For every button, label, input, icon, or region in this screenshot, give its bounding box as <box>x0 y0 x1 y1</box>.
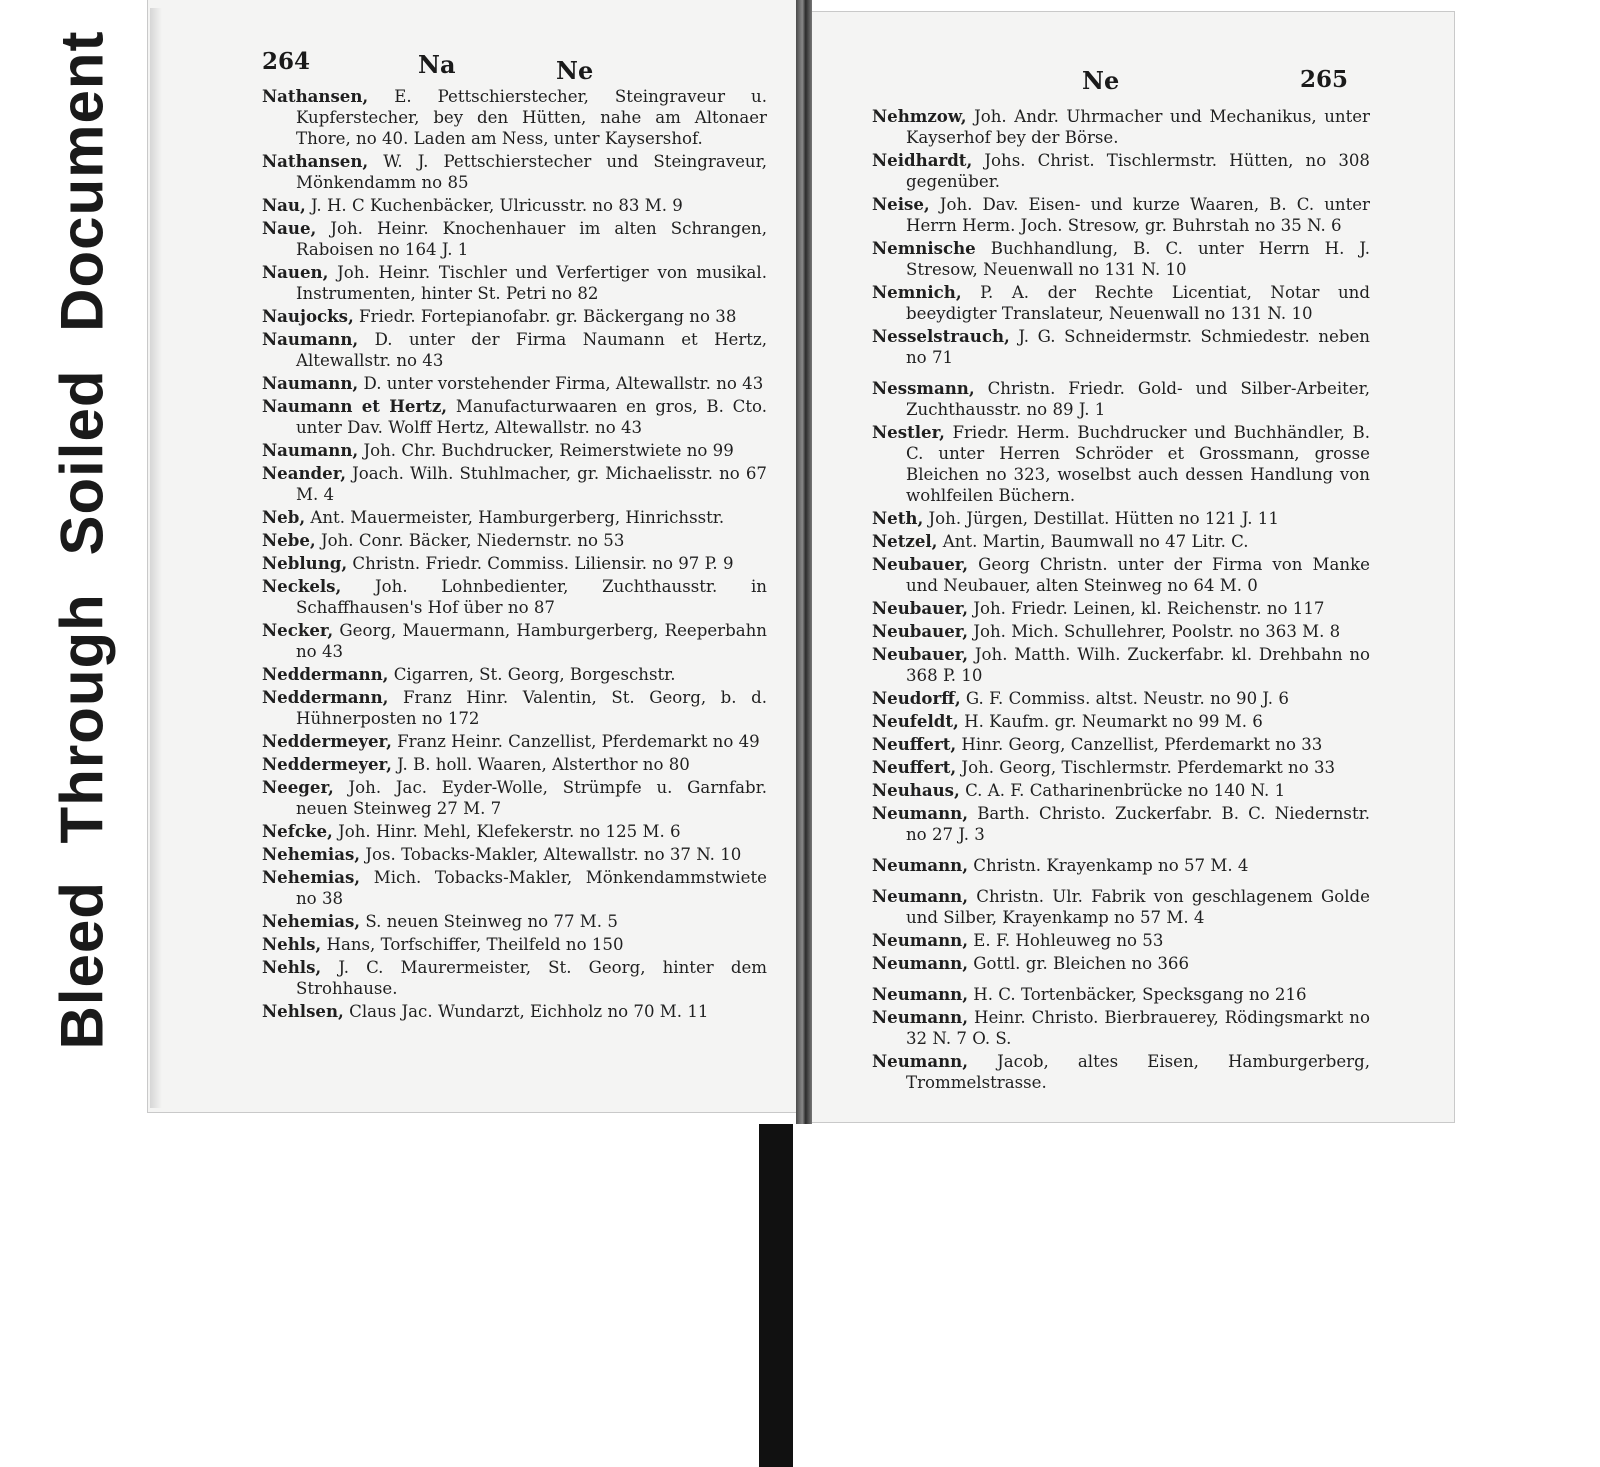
directory-entry <box>872 1007 1370 1049</box>
directory-entry <box>262 576 767 618</box>
entry-name: Nesselstrauch, <box>872 326 1010 346</box>
entry-name: Neuffert, <box>872 734 957 754</box>
directory-entry <box>872 621 1370 642</box>
entry-name: Neth, <box>872 508 924 528</box>
entry-name: Neuffert, <box>872 757 957 777</box>
left-header-first: Na <box>418 50 456 79</box>
directory-entry <box>262 687 767 729</box>
entry-name: Nathansen, <box>262 86 369 106</box>
directory-entry <box>262 664 767 685</box>
entry-details: Joh. Mich. Schullehrer, Poolstr. no 363 M. 8 <box>968 622 1341 641</box>
entry-details: J. G. Schneidermstr. Schmiedestr. neben no 71 <box>906 327 1370 367</box>
entry-details: S. neuen Steinweg no 77 M. 5 <box>360 912 618 931</box>
directory-entry <box>872 326 1370 368</box>
entry-name: Nessmann, <box>872 378 975 398</box>
entry-name: Neumann, <box>872 984 969 1004</box>
entry-details: J. H. C Kuchenbäcker, Ulricusstr. no 83 M. 9 <box>305 196 683 215</box>
entry-details: C. A. F. Catharinenbrücke no 140 N. 1 <box>959 781 1286 800</box>
entry-name: Nestler, <box>872 422 945 442</box>
directory-entry <box>262 507 767 528</box>
directory-entry <box>262 731 767 752</box>
entry-name: Nehemias, <box>262 844 361 864</box>
entry-details: Cigarren, St. Georg, Borgeschstr. <box>388 665 676 684</box>
entry-name: Nehlsen, <box>262 1001 344 1021</box>
directory-entry <box>262 911 767 932</box>
entry-name: Naue, <box>262 218 317 238</box>
right-page-number: 265 <box>1300 66 1349 93</box>
entry-details: Jos. Tobacks-Makler, Altewallstr. no 37 N. 10 <box>360 845 742 864</box>
condition-stamp-label: Bleed Through Soiled Document <box>48 30 116 1050</box>
directory-entry <box>262 844 767 865</box>
directory-entry <box>262 396 767 438</box>
entry-details: Franz Heinr. Canzellist, Pferdemarkt no 49 <box>391 732 760 751</box>
entry-name: Nau, <box>262 195 306 215</box>
entry-details: Friedr. Fortepianofabr. gr. Bäckergang no 38 <box>353 307 737 326</box>
entry-details: Joh. Heinr. Knochenhauer im alten Schrangen, Raboisen no 164 J. 1 <box>296 219 767 259</box>
directory-entry <box>262 553 767 574</box>
entry-details: Joh. Jac. Eyder-Wolle, Strümpfe u. Garnfabr. neuen Steinweg 27 M. 7 <box>296 778 767 818</box>
entry-details: D. unter der Firma Naumann et Hertz, Altewallstr. no 43 <box>296 330 767 370</box>
entry-name: Neumann, <box>872 886 969 906</box>
entry-details: Joh. Heinr. Tischler und Verfertiger von musikal. Instrumenten, hinter St. Petri no 82 <box>296 263 767 303</box>
bottom-binding-tab <box>759 1124 793 1467</box>
left-page-number: 264 <box>262 48 311 75</box>
directory-entry <box>262 463 767 505</box>
entry-name: Neander, <box>262 463 347 483</box>
directory-entry <box>262 777 767 819</box>
entry-name: Neumann, <box>872 803 969 823</box>
directory-entry <box>872 422 1370 506</box>
entry-details: Hinr. Georg, Canzellist, Pferdemarkt no 33 <box>956 735 1323 754</box>
entry-details: Ant. Martin, Baumwall no 47 Litr. C. <box>937 532 1249 551</box>
entry-details: Georg, Mauermann, Hamburgerberg, Reeperbahn no 43 <box>296 621 767 661</box>
entry-details: Joach. Wilh. Stuhlmacher, gr. Michaelisstr. no 67 M. 4 <box>296 464 767 504</box>
directory-entry <box>262 620 767 662</box>
directory-entry <box>262 754 767 775</box>
entry-name: Nehls, <box>262 934 322 954</box>
directory-entry <box>872 598 1370 619</box>
entry-details: J. C. Maurermeister, St. Georg, hinter dem Strohhause. <box>296 958 767 998</box>
entry-details: Franz Hinr. Valentin, St. Georg, b. d. Hühnerposten no 172 <box>296 688 767 728</box>
entry-name: Naumann, <box>262 373 359 393</box>
directory-entry <box>262 218 767 260</box>
directory-entry <box>262 1001 767 1022</box>
entry-details: J. B. holl. Waaren, Alsterthor no 80 <box>391 755 690 774</box>
entry-name: Neumann, <box>872 1007 969 1027</box>
entry-name: Neidhardt, <box>872 150 973 170</box>
directory-entry <box>872 1051 1370 1093</box>
entry-name: Neumann, <box>872 930 969 950</box>
directory-entry <box>262 151 767 193</box>
entry-name: Nehls, <box>262 957 322 977</box>
directory-entry <box>872 930 1370 951</box>
entry-name: Neddermann, <box>262 664 389 684</box>
entry-name: Neufeldt, <box>872 711 959 731</box>
entry-details: Joh. Andr. Uhrmacher und Mechanikus, unter Kayserhof bey der Börse. <box>906 107 1370 147</box>
entry-details: Joh. Hinr. Mehl, Klefekerstr. no 125 M. 6 <box>332 822 681 841</box>
entry-details: Joh. Dav. Eisen- und kurze Waaren, B. C. unter Herrn Herm. Joch. Stresow, gr. Buhrstah no 35 N. 6 <box>906 195 1370 235</box>
directory-entry <box>262 262 767 304</box>
entry-details: D. unter vorstehender Firma, Altewallstr. no 43 <box>358 374 764 393</box>
directory-entry <box>872 711 1370 732</box>
entry-name: Neudorff, <box>872 688 961 708</box>
entry-name: Neumann, <box>872 1051 969 1071</box>
entry-details: Claus Jac. Wundarzt, Eichholz no 70 M. 11 <box>343 1002 709 1021</box>
entry-details: Friedr. Herm. Buchdrucker und Buchhändler, B. C. unter Herren Schröder et Grossmann, grosse Bleichen no 323, woselbst auch dessen Handlung von wohlfeilen Büchern. <box>906 423 1370 505</box>
directory-entry <box>872 688 1370 709</box>
entry-details: Christn. Friedr. Commiss. Liliensir. no 97 P. 9 <box>347 554 734 573</box>
entry-name: Nauen, <box>262 262 329 282</box>
entry-name: Nemnische <box>872 238 976 258</box>
directory-entry <box>872 106 1370 148</box>
right-entry-list <box>872 106 1370 1095</box>
entry-name: Nemnich, <box>872 282 962 302</box>
entry-details: Joh. Jürgen, Destillat. Hütten no 121 J. 11 <box>923 509 1279 528</box>
entry-details: H. C. Tortenbäcker, Specksgang no 216 <box>968 985 1307 1004</box>
directory-entry <box>872 984 1370 1005</box>
directory-entry <box>872 757 1370 778</box>
right-header: Ne <box>1082 66 1120 95</box>
entry-details: W. J. Pettschierstecher und Steingraveur, Mönkendamm no 85 <box>296 152 767 192</box>
entry-name: Neubauer, <box>872 598 969 618</box>
directory-entry <box>872 644 1370 686</box>
directory-entry <box>872 780 1370 801</box>
directory-entry <box>262 530 767 551</box>
directory-entry <box>872 282 1370 324</box>
entry-name: Nefcke, <box>262 821 333 841</box>
entry-details: Johs. Christ. Tischlermstr. Hütten, no 308 gegenüber. <box>906 151 1370 191</box>
entry-details: Joh. Conr. Bäcker, Niedernstr. no 53 <box>315 531 625 550</box>
entry-name: Nathansen, <box>262 151 369 171</box>
directory-entry <box>872 953 1370 974</box>
entry-name: Neddermeyer, <box>262 731 392 751</box>
entry-details: Buchhandlung, B. C. unter Herrn H. J. Stresow, Neuenwall no 131 N. 10 <box>906 239 1370 279</box>
entry-details: G. F. Commiss. altst. Neustr. no 90 J. 6 <box>960 689 1289 708</box>
entry-details: Joh. Friedr. Leinen, kl. Reichenstr. no 117 <box>968 599 1325 618</box>
directory-entry <box>262 195 767 216</box>
entry-name: Neumann, <box>872 855 969 875</box>
left-header-second: Ne <box>556 56 594 85</box>
entry-details: H. Kaufm. gr. Neumarkt no 99 M. 6 <box>958 712 1263 731</box>
entry-name: Neddermeyer, <box>262 754 392 774</box>
directory-entry <box>262 440 767 461</box>
entry-details: Hans, Torfschiffer, Theilfeld no 150 <box>321 935 624 954</box>
entry-details: Christn. Ulr. Fabrik von geschlagenem Golde und Silber, Krayenkamp no 57 M. 4 <box>906 887 1370 927</box>
entry-name: Naumann, <box>262 329 359 349</box>
directory-entry <box>262 306 767 327</box>
entry-details: Mich. Tobacks-Makler, Mönkendammstwiete no 38 <box>296 868 767 908</box>
entry-name: Neubauer, <box>872 554 969 574</box>
directory-entry <box>872 378 1370 420</box>
entry-details: Heinr. Christo. Bierbrauerey, Rödingsmarkt no 32 N. 7 O. S. <box>906 1008 1370 1048</box>
entry-name: Netzel, <box>872 531 938 551</box>
book-gutter <box>796 0 812 1124</box>
directory-entry <box>872 150 1370 192</box>
entry-name: Neumann, <box>872 953 969 973</box>
entry-details: Joh. Lohnbedienter, Zuchthausstr. in Schaffhausen's Hof über no 87 <box>296 577 767 617</box>
entry-name: Necker, <box>262 620 334 640</box>
directory-entry <box>872 886 1370 928</box>
directory-entry <box>872 508 1370 529</box>
entry-name: Nehemias, <box>262 867 361 887</box>
entry-name: Neubauer, <box>872 621 969 641</box>
entry-name: Neb, <box>262 507 306 527</box>
directory-entry <box>872 238 1370 280</box>
entry-details: Joh. Chr. Buchdrucker, Reimerstwiete no 99 <box>358 441 734 460</box>
entry-name: Nehmzow, <box>872 106 967 126</box>
entry-name: Neblung, <box>262 553 348 573</box>
entry-details: E. Pettschierstecher, Steingraveur u. Kupferstecher, bey den Hütten, nahe am Altonaer Thore, no 40. Laden am Ness, unter Kaysershof. <box>296 87 767 148</box>
entry-details: Christn. Friedr. Gold- und Silber-Arbeiter, Zuchthausstr. no 89 J. 1 <box>906 379 1370 419</box>
entry-details: Barth. Christo. Zuckerfabr. B. C. Niedernstr. no 27 J. 3 <box>906 804 1370 844</box>
entry-details: Gottl. gr. Bleichen no 366 <box>968 954 1190 973</box>
directory-entry <box>872 734 1370 755</box>
entry-name: Nehemias, <box>262 911 361 931</box>
directory-entry <box>872 855 1370 876</box>
left-page-shadow <box>150 8 162 1108</box>
entry-details: P. A. der Rechte Licentiat, Notar und beeydigter Translateur, Neuenwall no 131 N. 10 <box>906 283 1370 323</box>
entry-name: Naumann et Hertz, <box>262 396 448 416</box>
entry-details: Georg Christn. unter der Firma von Manke und Neubauer, alten Steinweg no 64 M. 0 <box>906 555 1370 595</box>
directory-entry <box>262 329 767 371</box>
directory-entry <box>262 867 767 909</box>
directory-entry <box>872 194 1370 236</box>
entry-name: Naujocks, <box>262 306 354 326</box>
directory-entry <box>872 554 1370 596</box>
directory-entry <box>262 373 767 394</box>
entry-name: Nebe, <box>262 530 316 550</box>
directory-entry <box>872 531 1370 552</box>
directory-entry <box>262 934 767 955</box>
entry-details: E. F. Hohleuweg no 53 <box>968 931 1164 950</box>
entry-name: Naumann, <box>262 440 359 460</box>
directory-entry <box>262 86 767 149</box>
entry-details: Ant. Mauermeister, Hamburgerberg, Hinrichsstr. <box>305 508 725 527</box>
directory-entry <box>872 803 1370 845</box>
entry-name: Neeger, <box>262 777 334 797</box>
entry-details: Jacob, altes Eisen, Hamburgerberg, Trommelstrasse. <box>906 1052 1370 1092</box>
entry-name: Neddermann, <box>262 687 389 707</box>
entry-details: Joh. Matth. Wilh. Zuckerfabr. kl. Drehbahn no 368 P. 10 <box>906 645 1370 685</box>
entry-details: Christn. Krayenkamp no 57 M. 4 <box>968 856 1249 875</box>
directory-entry <box>262 957 767 999</box>
entry-name: Neckels, <box>262 576 342 596</box>
entry-name: Neuhaus, <box>872 780 960 800</box>
entry-name: Neubauer, <box>872 644 969 664</box>
entry-name: Neise, <box>872 194 930 214</box>
left-entry-list <box>262 86 767 1024</box>
entry-details: Manufacturwaaren en gros, B. Cto. unter Dav. Wolff Hertz, Altewallstr. no 43 <box>296 397 768 437</box>
entry-details: Joh. Georg, Tischlermstr. Pferdemarkt no 33 <box>956 758 1336 777</box>
directory-entry <box>262 821 767 842</box>
